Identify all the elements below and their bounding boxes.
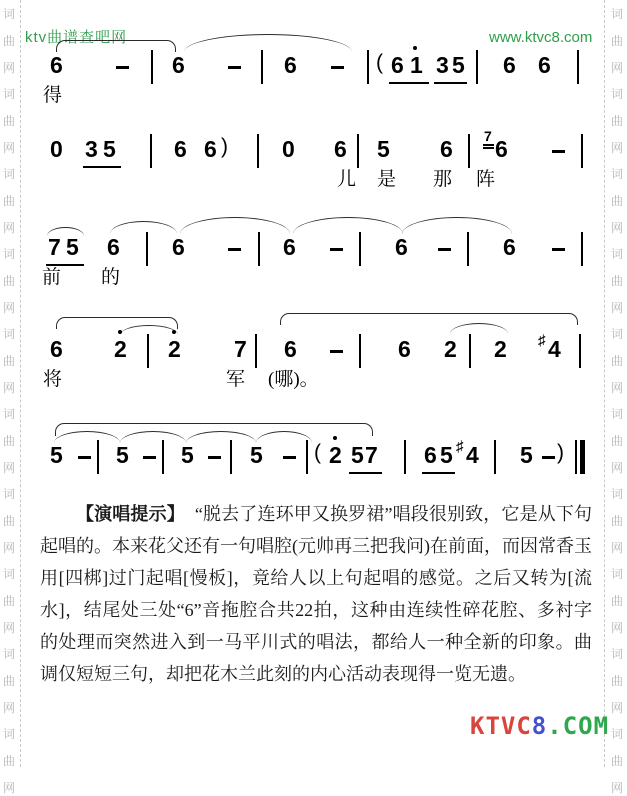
note-number: 1: [410, 52, 423, 78]
watermark-char: 网: [610, 541, 623, 555]
watermark-char: 曲: [610, 194, 623, 208]
ktvc8-logo[interactable]: [470, 712, 609, 740]
note-number: 6: [424, 442, 437, 468]
note-number: 6: [284, 52, 297, 78]
final-barline: [580, 440, 585, 474]
site-url-link[interactable]: www.ktvc8.com: [489, 29, 593, 46]
lyric: (哪)。: [268, 369, 319, 390]
beam-underline: [83, 166, 121, 168]
watermark-char: 网: [2, 781, 15, 795]
note-number: 4: [548, 336, 561, 362]
note-number: 5: [377, 136, 390, 162]
note-number: 6: [395, 234, 408, 260]
watermark-char: 词: [2, 247, 15, 261]
parenthesis: ): [221, 135, 228, 158]
note-number: 2: [494, 336, 507, 362]
note-number: 6: [50, 336, 63, 362]
watermark-char: 曲: [2, 114, 15, 128]
barline: [258, 232, 260, 266]
barline: [255, 334, 257, 368]
note-number: 7: [365, 442, 378, 468]
duration-dash: [143, 456, 156, 459]
octave-dot: [172, 330, 176, 334]
sharp-sign: ♯: [538, 332, 546, 349]
watermark-char: 词: [610, 7, 623, 21]
watermark-char: 词: [610, 167, 623, 181]
site-name-link[interactable]: ktv曲谱查吧网: [25, 29, 128, 46]
note-number: 6: [391, 52, 404, 78]
watermark-char: 网: [610, 701, 623, 715]
barline: [230, 440, 232, 474]
duration-dash: [116, 66, 129, 69]
lyric: 得: [43, 85, 63, 106]
barline: [575, 440, 577, 474]
beam-underline: [434, 82, 467, 84]
note-number: 0: [282, 136, 295, 162]
watermark-char: 曲: [2, 594, 15, 608]
note-number: 5: [440, 442, 453, 468]
barline: [494, 440, 496, 474]
note-number: 6: [172, 52, 185, 78]
lyric: 前: [42, 267, 62, 288]
watermark-char: 曲: [610, 754, 623, 768]
slur-arc: [110, 221, 177, 234]
duration-dash: [228, 66, 241, 69]
watermark-char: 词: [610, 487, 623, 501]
watermark-char: 词: [2, 487, 15, 501]
watermark-char: 曲: [610, 434, 623, 448]
note-number: 5: [520, 442, 533, 468]
lyric: 阵: [476, 169, 496, 190]
watermark-char: 词: [2, 327, 15, 341]
note-number: 6: [174, 136, 187, 162]
watermark-char: 网: [2, 221, 15, 235]
note-number: 6: [503, 234, 516, 260]
note-number: 5: [452, 52, 465, 78]
watermark-char: 曲: [2, 194, 15, 208]
watermark-char: 词: [2, 567, 15, 581]
note-number: 5: [66, 234, 79, 260]
note-number: 4: [466, 442, 479, 468]
watermark-char: 词: [2, 167, 15, 181]
note-number: 5: [181, 442, 194, 468]
barline: [261, 50, 263, 84]
logo-ktvc-text: KTVC: [470, 712, 532, 740]
watermark-char: 网: [610, 381, 623, 395]
watermark-char: 词: [2, 87, 15, 101]
barline: [162, 440, 164, 474]
note-number: 5: [351, 442, 364, 468]
note-number: 6: [107, 234, 120, 260]
watermark-char: 词: [610, 647, 623, 661]
duration-dash: [228, 248, 241, 251]
lyric: 的: [101, 267, 121, 288]
performance-tips-paragraph: [40, 498, 592, 690]
duration-dash: [208, 456, 221, 459]
note-number: 5: [50, 442, 63, 468]
watermark-char: 网: [2, 461, 15, 475]
octave-dot: [333, 436, 337, 440]
tips-label: 【演唱提示】: [76, 504, 185, 524]
beam-underline: [349, 472, 382, 474]
beam-underline: [483, 144, 494, 146]
barline: [468, 134, 470, 168]
watermark-char: 曲: [610, 114, 623, 128]
note-number: 3: [436, 52, 449, 78]
watermark-char: 网: [610, 301, 623, 315]
watermark-char: 词: [610, 407, 623, 421]
watermark-char: 网: [2, 621, 15, 635]
note-number: 6: [495, 136, 508, 162]
note-number: 7: [234, 336, 247, 362]
barline: [97, 440, 99, 474]
barline: [476, 50, 478, 84]
note-number: 6: [284, 336, 297, 362]
octave-dot: [413, 46, 417, 50]
watermark-char: 词: [2, 407, 15, 421]
note-number: 6: [172, 234, 185, 260]
watermark-char: 曲: [610, 514, 623, 528]
parenthesis: (: [314, 441, 321, 464]
watermark-char: 词: [610, 87, 623, 101]
watermark-char: 曲: [2, 354, 15, 368]
barline: [146, 232, 148, 266]
note-number: 6: [204, 136, 217, 162]
duration-dash: [330, 248, 343, 251]
watermark-char: 曲: [2, 514, 15, 528]
watermark-char: 词: [610, 247, 623, 261]
note-number: 5: [116, 442, 129, 468]
watermark-char: 网: [2, 701, 15, 715]
duration-dash: [438, 248, 451, 251]
watermark-char: 曲: [610, 594, 623, 608]
note-number: 6: [398, 336, 411, 362]
lyric: 军: [226, 369, 246, 390]
note-number: 5: [250, 442, 263, 468]
slur-arc: [180, 217, 290, 234]
barline: [357, 134, 359, 168]
slur-arc: [184, 34, 352, 52]
beam-underline: [46, 264, 84, 266]
note-number: 2: [168, 336, 181, 362]
watermark-char: 词: [610, 727, 623, 741]
beam-underline: [422, 472, 455, 474]
watermark-char: 曲: [2, 274, 15, 288]
watermark-char: 曲: [610, 354, 623, 368]
barline: [467, 232, 469, 266]
barline: [469, 334, 471, 368]
note-number: 2: [444, 336, 457, 362]
watermark-char: 网: [2, 541, 15, 555]
parenthesis: ): [557, 441, 564, 464]
sharp-sign: ♯: [456, 438, 464, 455]
barline: [306, 440, 308, 474]
watermark-char: 词: [2, 647, 15, 661]
watermark-char: 词: [610, 567, 623, 581]
watermark-char: 网: [2, 381, 15, 395]
duration-dash: [552, 150, 565, 153]
watermark-char: 曲: [610, 674, 623, 688]
watermark-char: 网: [610, 61, 623, 75]
barline: [150, 134, 152, 168]
logo-com-text: .COM: [547, 712, 610, 740]
watermark-char: 网: [610, 221, 623, 235]
beam-underline: [389, 82, 429, 84]
watermark-char: 曲: [2, 34, 15, 48]
duration-dash: [283, 456, 296, 459]
duration-dash: [78, 456, 91, 459]
watermark-char: 网: [2, 301, 15, 315]
barline: [579, 334, 581, 368]
watermark-char: 网: [610, 141, 623, 155]
watermark-char: 网: [2, 141, 15, 155]
barline: [151, 50, 153, 84]
phrase-slur: [56, 40, 176, 52]
note-number: 6: [334, 136, 347, 162]
watermark-char: 曲: [2, 754, 15, 768]
note-number: 7: [48, 234, 61, 260]
duration-dash: [542, 456, 555, 459]
lyric: 那: [433, 169, 453, 190]
watermark-char: 网: [610, 461, 623, 475]
lyric: 儿: [337, 169, 357, 190]
octave-dot: [118, 330, 122, 334]
note-number: 0: [50, 136, 63, 162]
note-number: 2: [114, 336, 127, 362]
barline: [359, 334, 361, 368]
phrase-slur: [280, 313, 578, 325]
watermark-char: 曲: [2, 434, 15, 448]
duration-dash: [552, 248, 565, 251]
note-number: 2: [329, 442, 342, 468]
duration-dash: [331, 66, 344, 69]
note-number: 6: [283, 234, 296, 260]
note-number: 6: [503, 52, 516, 78]
note-number: 6: [50, 52, 63, 78]
watermark-char: 词: [2, 7, 15, 21]
barline: [147, 334, 149, 368]
tips-body: “脱去了连环甲又换罗裙”唱段很别致，它是从下句起唱的。本来花父还有一句唱腔(元帅再三把我问)在前面，而因常香玉用[四梆]过门起唱[慢板]，竟给人以上句起唱的感觉。之后又转为[流水]，结尾处三处“6”音拖腔合共22拍，这种由连续性碎花腔、多衬字的处理而突然进入到一马平川式的唱法，都给人一种全新的印象。曲调仅短短三句，却把花木兰此刻的内心活动表现得一览无遗。: [40, 504, 593, 684]
duration-dash: [330, 350, 343, 353]
barline: [581, 134, 583, 168]
barline: [367, 50, 369, 84]
watermark-char: 网: [610, 621, 623, 635]
barline: [359, 232, 361, 266]
barline: [577, 50, 579, 84]
parenthesis: (: [376, 51, 383, 74]
watermark-char: 网: [610, 781, 623, 795]
barline: [404, 440, 406, 474]
watermark-char: 曲: [2, 674, 15, 688]
slur-arc: [293, 217, 403, 234]
watermark-char: 词: [610, 327, 623, 341]
watermark-char: 曲: [610, 34, 623, 48]
watermark-char: 词: [2, 727, 15, 741]
slur-arc: [402, 217, 512, 234]
logo-8-text: 8: [531, 712, 548, 740]
barline: [257, 134, 259, 168]
grace-note-number: 7: [484, 128, 492, 144]
lyric: 将: [43, 369, 63, 390]
note-number: 6: [440, 136, 453, 162]
note-number: 5: [103, 136, 116, 162]
note-number: 6: [538, 52, 551, 78]
beam-underline: [483, 147, 494, 149]
watermark-char: 网: [2, 61, 15, 75]
note-number: 3: [85, 136, 98, 162]
barline: [581, 232, 583, 266]
watermark-char: 曲: [610, 274, 623, 288]
lyric: 是: [377, 169, 397, 190]
